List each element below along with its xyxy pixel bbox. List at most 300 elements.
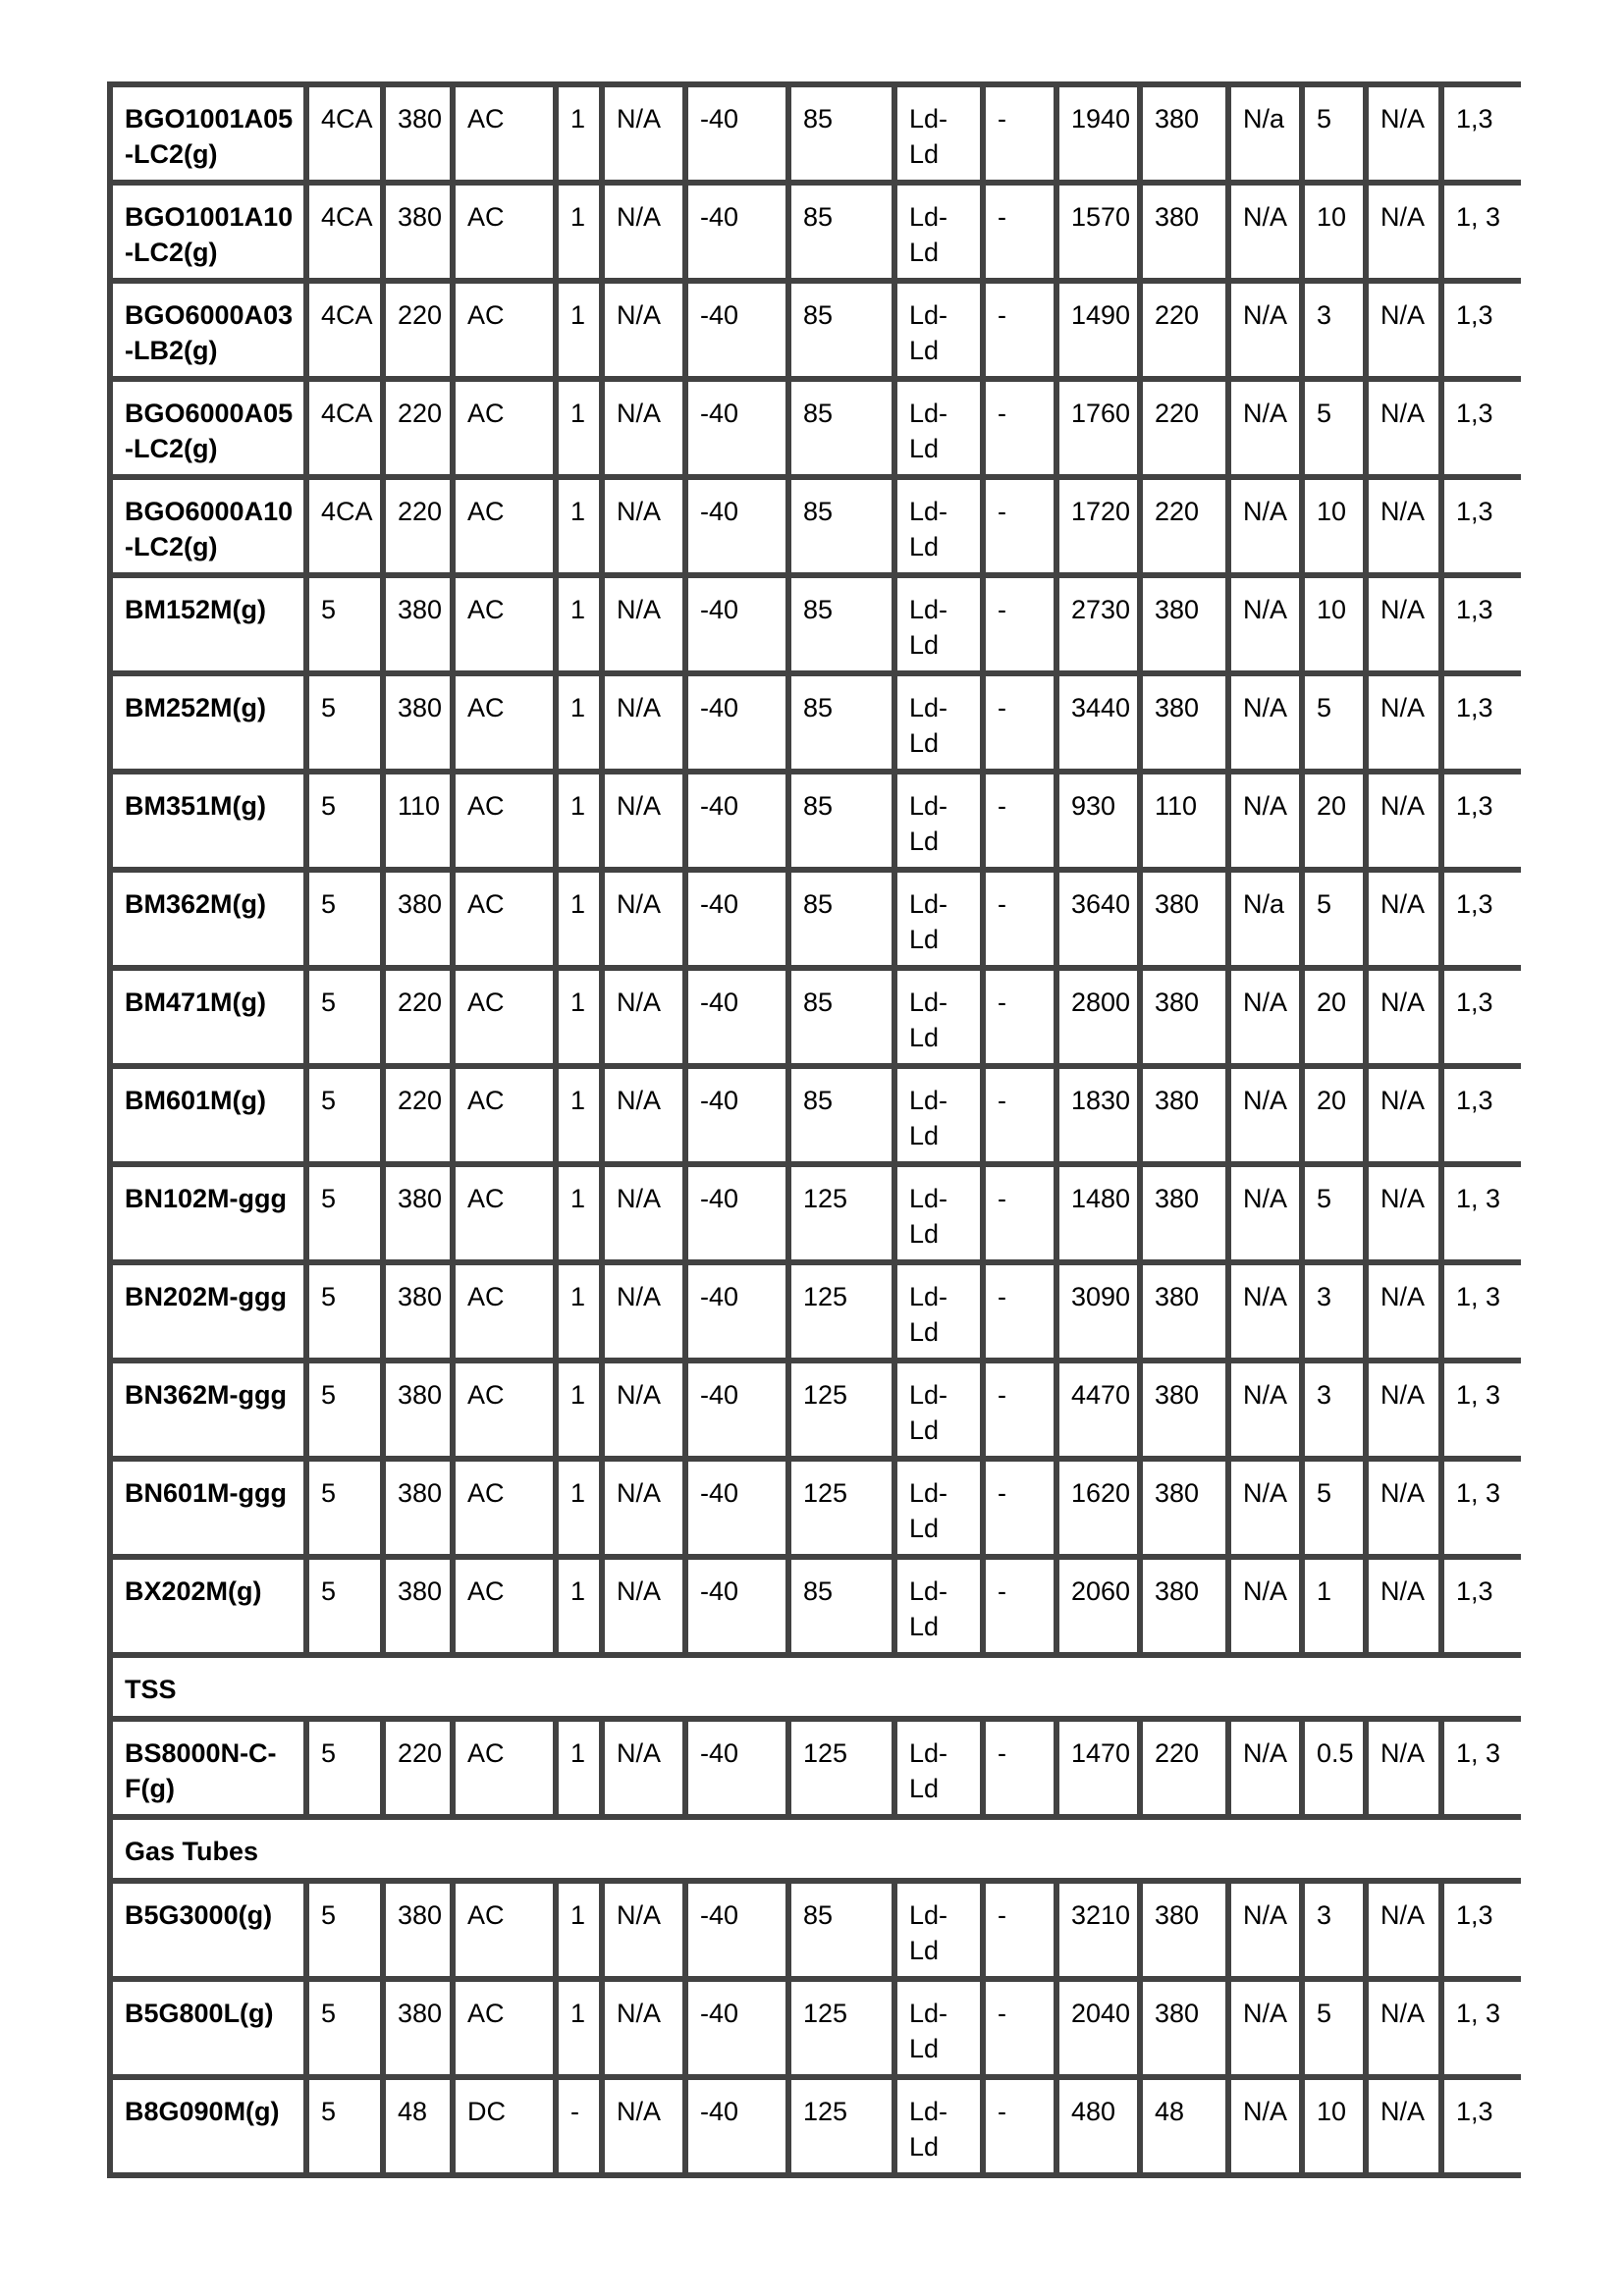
value-cell: 85 — [788, 1066, 894, 1164]
value-cell: Ld-Ld — [894, 84, 983, 183]
value-cell: 5 — [1302, 673, 1366, 772]
value-cell: - — [983, 870, 1056, 968]
part-number-cell: BX202M(g) — [110, 1557, 306, 1655]
value-cell: 380 — [383, 673, 453, 772]
value-cell: 5 — [1302, 870, 1366, 968]
value-cell: N/A — [1228, 772, 1302, 870]
value-cell: AC — [453, 1881, 556, 1979]
value-cell: N/A — [1366, 183, 1441, 281]
value-cell: 85 — [788, 968, 894, 1066]
value-cell: N/A — [1228, 1262, 1302, 1361]
value-cell: 125 — [788, 1719, 894, 1817]
value-cell: 380 — [1140, 1066, 1228, 1164]
value-cell: 5 — [306, 968, 383, 1066]
value-cell: 1,3 — [1441, 84, 1521, 183]
value-cell: Ld-Ld — [894, 1164, 983, 1262]
value-cell: 1 — [556, 1066, 602, 1164]
value-cell: N/A — [1366, 2077, 1441, 2175]
value-cell: AC — [453, 1557, 556, 1655]
value-cell: 1 — [556, 1164, 602, 1262]
value-cell: 380 — [383, 1881, 453, 1979]
value-cell: 1570 — [1056, 183, 1140, 281]
part-number-cell: BM152M(g) — [110, 575, 306, 673]
value-cell: 1 — [556, 183, 602, 281]
value-cell: 125 — [788, 1979, 894, 2077]
value-cell: N/A — [1228, 575, 1302, 673]
value-cell: DC — [453, 2077, 556, 2175]
value-cell: -40 — [685, 575, 788, 673]
value-cell: 85 — [788, 281, 894, 379]
value-cell: 380 — [1140, 1557, 1228, 1655]
value-cell: AC — [453, 183, 556, 281]
value-cell: 3 — [1302, 1262, 1366, 1361]
value-cell: N/A — [1228, 183, 1302, 281]
value-cell: Ld-Ld — [894, 1979, 983, 2077]
value-cell: 380 — [1140, 1881, 1228, 1979]
value-cell: 0.5 — [1302, 1719, 1366, 1817]
value-cell: Ld-Ld — [894, 183, 983, 281]
value-cell: - — [983, 1557, 1056, 1655]
table-row — [110, 281, 1521, 379]
value-cell: 85 — [788, 575, 894, 673]
table-row — [110, 575, 1521, 673]
value-cell: 380 — [383, 575, 453, 673]
value-cell: - — [983, 477, 1056, 575]
value-cell: 380 — [1140, 870, 1228, 968]
value-cell: 85 — [788, 772, 894, 870]
value-cell: N/A — [1366, 968, 1441, 1066]
value-cell: 220 — [383, 281, 453, 379]
value-cell: AC — [453, 870, 556, 968]
value-cell: 110 — [1140, 772, 1228, 870]
value-cell: Ld-Ld — [894, 968, 983, 1066]
value-cell: 220 — [1140, 379, 1228, 477]
value-cell: 380 — [1140, 84, 1228, 183]
value-cell: N/A — [602, 84, 685, 183]
value-cell: 5 — [306, 1979, 383, 2077]
value-cell: 380 — [1140, 1262, 1228, 1361]
value-cell: 85 — [788, 673, 894, 772]
part-number-cell: BM351M(g) — [110, 772, 306, 870]
value-cell: 220 — [383, 1719, 453, 1817]
value-cell: 48 — [1140, 2077, 1228, 2175]
part-number-cell: BM252M(g) — [110, 673, 306, 772]
value-cell: 1760 — [1056, 379, 1140, 477]
value-cell: - — [556, 2077, 602, 2175]
value-cell: N/A — [602, 772, 685, 870]
value-cell: Ld-Ld — [894, 1262, 983, 1361]
value-cell: N/A — [602, 1557, 685, 1655]
value-cell: - — [983, 968, 1056, 1066]
value-cell: -40 — [685, 477, 788, 575]
value-cell: N/A — [1228, 1881, 1302, 1979]
value-cell: Ld-Ld — [894, 281, 983, 379]
value-cell: 125 — [788, 1262, 894, 1361]
value-cell: 380 — [1140, 1979, 1228, 2077]
value-cell: 85 — [788, 870, 894, 968]
value-cell: 1, 3 — [1441, 183, 1521, 281]
value-cell: 125 — [788, 2077, 894, 2175]
value-cell: 1, 3 — [1441, 1361, 1521, 1459]
value-cell: 1,3 — [1441, 1881, 1521, 1979]
value-cell: -40 — [685, 968, 788, 1066]
value-cell: N/A — [1366, 1557, 1441, 1655]
value-cell: 5 — [1302, 1979, 1366, 2077]
value-cell: 380 — [383, 1164, 453, 1262]
value-cell: 380 — [383, 870, 453, 968]
part-number-cell: BN601M-ggg — [110, 1459, 306, 1557]
value-cell: 220 — [383, 968, 453, 1066]
value-cell: N/A — [1366, 870, 1441, 968]
value-cell: 1, 3 — [1441, 1719, 1521, 1817]
value-cell: 20 — [1302, 1066, 1366, 1164]
value-cell: 930 — [1056, 772, 1140, 870]
value-cell: AC — [453, 1361, 556, 1459]
value-cell: N/A — [602, 379, 685, 477]
value-cell: 220 — [1140, 477, 1228, 575]
value-cell: N/A — [1228, 281, 1302, 379]
value-cell: -40 — [685, 1262, 788, 1361]
table-row — [110, 1361, 1521, 1459]
value-cell: 1470 — [1056, 1719, 1140, 1817]
table-row — [110, 772, 1521, 870]
value-cell: 1 — [556, 1459, 602, 1557]
value-cell: Ld-Ld — [894, 1459, 983, 1557]
value-cell: N/A — [1366, 477, 1441, 575]
value-cell: N/A — [602, 183, 685, 281]
value-cell: 380 — [383, 1459, 453, 1557]
part-number-cell: B8G090M(g) — [110, 2077, 306, 2175]
value-cell: 5 — [306, 1881, 383, 1979]
value-cell: - — [983, 1164, 1056, 1262]
part-number-cell: BGO6000A05-LC2(g) — [110, 379, 306, 477]
value-cell: 3640 — [1056, 870, 1140, 968]
value-cell: N/A — [602, 1361, 685, 1459]
value-cell: -40 — [685, 183, 788, 281]
value-cell: -40 — [685, 772, 788, 870]
table-row — [110, 2077, 1521, 2175]
value-cell: 380 — [1140, 968, 1228, 1066]
value-cell: AC — [453, 968, 556, 1066]
value-cell: 1, 3 — [1441, 1262, 1521, 1361]
value-cell: AC — [453, 673, 556, 772]
value-cell: N/A — [1366, 1262, 1441, 1361]
value-cell: N/A — [602, 2077, 685, 2175]
value-cell: 2800 — [1056, 968, 1140, 1066]
value-cell: N/A — [1228, 1459, 1302, 1557]
value-cell: 1 — [556, 379, 602, 477]
value-cell: -40 — [685, 1164, 788, 1262]
value-cell: N/A — [602, 1066, 685, 1164]
value-cell: - — [983, 2077, 1056, 2175]
value-cell: 5 — [306, 1262, 383, 1361]
value-cell: -40 — [685, 1459, 788, 1557]
table-row — [110, 968, 1521, 1066]
value-cell: 10 — [1302, 183, 1366, 281]
value-cell: - — [983, 379, 1056, 477]
value-cell: 3210 — [1056, 1881, 1140, 1979]
value-cell: Ld-Ld — [894, 2077, 983, 2175]
part-number-cell: B5G3000(g) — [110, 1881, 306, 1979]
value-cell: - — [983, 84, 1056, 183]
value-cell: 220 — [383, 1066, 453, 1164]
value-cell: N/A — [1228, 1979, 1302, 2077]
value-cell: AC — [453, 1262, 556, 1361]
value-cell: -40 — [685, 1719, 788, 1817]
table-row — [110, 673, 1521, 772]
value-cell: 1,3 — [1441, 477, 1521, 575]
value-cell: AC — [453, 477, 556, 575]
value-cell: N/A — [602, 968, 685, 1066]
value-cell: 1 — [556, 575, 602, 673]
value-cell: -40 — [685, 281, 788, 379]
value-cell: Ld-Ld — [894, 1557, 983, 1655]
value-cell: 380 — [1140, 1459, 1228, 1557]
value-cell: 110 — [383, 772, 453, 870]
value-cell: 3 — [1302, 1881, 1366, 1979]
value-cell: N/A — [602, 673, 685, 772]
value-cell: 380 — [1140, 183, 1228, 281]
section-header-cell: Gas Tubes — [110, 1817, 1521, 1881]
value-cell: N/A — [1228, 477, 1302, 575]
value-cell: 380 — [383, 84, 453, 183]
value-cell: N/A — [602, 1979, 685, 2077]
value-cell: 1, 3 — [1441, 1459, 1521, 1557]
value-cell: -40 — [685, 1066, 788, 1164]
value-cell: 125 — [788, 1459, 894, 1557]
value-cell: 4CA — [306, 84, 383, 183]
value-cell: 85 — [788, 1557, 894, 1655]
value-cell: 5 — [1302, 1459, 1366, 1557]
section-row — [110, 1817, 1521, 1881]
value-cell: 1,3 — [1441, 379, 1521, 477]
value-cell: AC — [453, 772, 556, 870]
value-cell: 1,3 — [1441, 1066, 1521, 1164]
value-cell: 1 — [556, 870, 602, 968]
value-cell: -40 — [685, 673, 788, 772]
value-cell: 3440 — [1056, 673, 1140, 772]
value-cell: N/A — [1366, 772, 1441, 870]
value-cell: 85 — [788, 477, 894, 575]
value-cell: N/a — [1228, 870, 1302, 968]
value-cell: 1 — [556, 1361, 602, 1459]
value-cell: 5 — [306, 1557, 383, 1655]
value-cell: AC — [453, 281, 556, 379]
value-cell: AC — [453, 1459, 556, 1557]
value-cell: 3090 — [1056, 1262, 1140, 1361]
value-cell: 85 — [788, 1881, 894, 1979]
value-cell: N/A — [602, 575, 685, 673]
value-cell: 1 — [556, 1881, 602, 1979]
value-cell: N/A — [1366, 1164, 1441, 1262]
value-cell: 10 — [1302, 2077, 1366, 2175]
value-cell: 1,3 — [1441, 281, 1521, 379]
value-cell: - — [983, 1262, 1056, 1361]
value-cell: AC — [453, 1164, 556, 1262]
value-cell: N/A — [602, 1459, 685, 1557]
value-cell: 2060 — [1056, 1557, 1140, 1655]
value-cell: 1 — [556, 1979, 602, 2077]
value-cell: 1, 3 — [1441, 1164, 1521, 1262]
value-cell: N/A — [1366, 1066, 1441, 1164]
value-cell: 85 — [788, 379, 894, 477]
value-cell: 220 — [383, 477, 453, 575]
value-cell: 5 — [306, 1719, 383, 1817]
table-row — [110, 1719, 1521, 1817]
value-cell: N/A — [602, 1262, 685, 1361]
value-cell: - — [983, 1979, 1056, 2077]
value-cell: 4CA — [306, 477, 383, 575]
table-row — [110, 477, 1521, 575]
table-row — [110, 183, 1521, 281]
value-cell: 1,3 — [1441, 968, 1521, 1066]
part-number-cell: BGO6000A03-LB2(g) — [110, 281, 306, 379]
value-cell: 1,3 — [1441, 1557, 1521, 1655]
value-cell: N/A — [1366, 1361, 1441, 1459]
value-cell: 5 — [306, 673, 383, 772]
value-cell: 220 — [1140, 281, 1228, 379]
value-cell: 1 — [1302, 1557, 1366, 1655]
value-cell: N/A — [1366, 1979, 1441, 2077]
value-cell: 1940 — [1056, 84, 1140, 183]
value-cell: N/A — [602, 1881, 685, 1979]
value-cell: N/A — [1228, 1719, 1302, 1817]
value-cell: 1,3 — [1441, 2077, 1521, 2175]
value-cell: 5 — [306, 772, 383, 870]
value-cell: Ld-Ld — [894, 1066, 983, 1164]
value-cell: AC — [453, 1719, 556, 1817]
value-cell: 5 — [1302, 379, 1366, 477]
value-cell: 5 — [306, 1361, 383, 1459]
table-row — [110, 1881, 1521, 1979]
part-number-cell: BGO1001A05-LC2(g) — [110, 84, 306, 183]
value-cell: 1,3 — [1441, 673, 1521, 772]
value-cell: - — [983, 1066, 1056, 1164]
value-cell: N/A — [1366, 1719, 1441, 1817]
value-cell: N/A — [602, 1164, 685, 1262]
value-cell: 1 — [556, 968, 602, 1066]
table-row — [110, 870, 1521, 968]
value-cell: Ld-Ld — [894, 870, 983, 968]
part-number-cell: BS8000N-C-F(g) — [110, 1719, 306, 1817]
value-cell: 5 — [1302, 84, 1366, 183]
value-cell: 4470 — [1056, 1361, 1140, 1459]
value-cell: 380 — [1140, 575, 1228, 673]
value-cell: N/A — [602, 870, 685, 968]
value-cell: 1620 — [1056, 1459, 1140, 1557]
value-cell: 1 — [556, 84, 602, 183]
value-cell: N/A — [1366, 575, 1441, 673]
value-cell: 20 — [1302, 968, 1366, 1066]
value-cell: Ld-Ld — [894, 673, 983, 772]
value-cell: 1 — [556, 772, 602, 870]
value-cell: 1 — [556, 673, 602, 772]
value-cell: AC — [453, 84, 556, 183]
value-cell: 48 — [383, 2077, 453, 2175]
value-cell: 10 — [1302, 477, 1366, 575]
value-cell: 1,3 — [1441, 575, 1521, 673]
value-cell: 380 — [1140, 1164, 1228, 1262]
value-cell: 125 — [788, 1361, 894, 1459]
value-cell: N/A — [1228, 1164, 1302, 1262]
value-cell: -40 — [685, 1881, 788, 1979]
table-row — [110, 1557, 1521, 1655]
value-cell: 5 — [306, 575, 383, 673]
value-cell: 85 — [788, 84, 894, 183]
value-cell: 2040 — [1056, 1979, 1140, 2077]
table-row — [110, 379, 1521, 477]
value-cell: 1490 — [1056, 281, 1140, 379]
value-cell: 220 — [1140, 1719, 1228, 1817]
value-cell: 125 — [788, 1164, 894, 1262]
value-cell: 5 — [306, 870, 383, 968]
value-cell: 5 — [306, 1164, 383, 1262]
table-row — [110, 1164, 1521, 1262]
value-cell: N/A — [1366, 84, 1441, 183]
value-cell: -40 — [685, 1557, 788, 1655]
value-cell: 3 — [1302, 281, 1366, 379]
value-cell: - — [983, 1719, 1056, 1817]
part-number-cell: BM471M(g) — [110, 968, 306, 1066]
value-cell: - — [983, 673, 1056, 772]
value-cell: AC — [453, 1066, 556, 1164]
value-cell: - — [983, 772, 1056, 870]
value-cell: Ld-Ld — [894, 1881, 983, 1979]
section-row — [110, 1655, 1521, 1719]
table-row — [110, 1979, 1521, 2077]
value-cell: 1480 — [1056, 1164, 1140, 1262]
value-cell: 2730 — [1056, 575, 1140, 673]
value-cell: 4CA — [306, 183, 383, 281]
value-cell: - — [983, 1361, 1056, 1459]
value-cell: - — [983, 1881, 1056, 1979]
value-cell: N/A — [602, 1719, 685, 1817]
value-cell: 1,3 — [1441, 772, 1521, 870]
value-cell: 380 — [383, 1979, 453, 2077]
spec-table-body — [110, 84, 1521, 2175]
value-cell: N/a — [1228, 84, 1302, 183]
part-number-cell: BM362M(g) — [110, 870, 306, 968]
value-cell: 380 — [1140, 673, 1228, 772]
value-cell: N/A — [1366, 379, 1441, 477]
value-cell: - — [983, 281, 1056, 379]
part-number-cell: BM601M(g) — [110, 1066, 306, 1164]
value-cell: N/A — [602, 477, 685, 575]
value-cell: -40 — [685, 1979, 788, 2077]
value-cell: 1830 — [1056, 1066, 1140, 1164]
value-cell: 3 — [1302, 1361, 1366, 1459]
section-header-cell: TSS — [110, 1655, 1521, 1719]
value-cell: 85 — [788, 183, 894, 281]
value-cell: AC — [453, 379, 556, 477]
value-cell: 1 — [556, 1262, 602, 1361]
value-cell: Ld-Ld — [894, 575, 983, 673]
table-row — [110, 1262, 1521, 1361]
part-number-cell: BGO6000A10-LC2(g) — [110, 477, 306, 575]
value-cell: N/A — [1228, 379, 1302, 477]
part-number-cell: B5G800L(g) — [110, 1979, 306, 2077]
value-cell: 1 — [556, 281, 602, 379]
value-cell: 4CA — [306, 379, 383, 477]
value-cell: N/A — [1228, 1557, 1302, 1655]
value-cell: N/A — [1228, 673, 1302, 772]
value-cell: N/A — [1366, 281, 1441, 379]
value-cell: N/A — [1228, 2077, 1302, 2175]
value-cell: Ld-Ld — [894, 379, 983, 477]
value-cell: 5 — [306, 2077, 383, 2175]
value-cell: - — [983, 183, 1056, 281]
value-cell: -40 — [685, 870, 788, 968]
